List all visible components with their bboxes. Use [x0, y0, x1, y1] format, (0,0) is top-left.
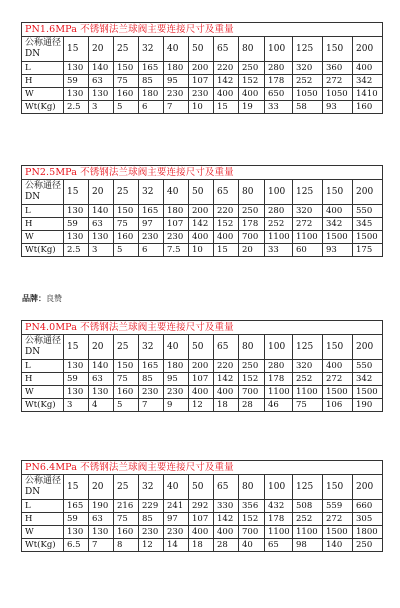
value-cell: 165 — [64, 500, 89, 513]
value-cell: 1500 — [323, 386, 353, 399]
value-cell: 20 — [239, 244, 265, 257]
table-row — [22, 500, 383, 513]
value-cell: 4 — [89, 399, 114, 412]
value-cell: 93 — [323, 244, 353, 257]
size-cell: 50 — [189, 335, 214, 360]
table-title-row — [22, 166, 383, 180]
row-label: Wt(Kg) — [22, 101, 64, 114]
row-label: W — [22, 386, 64, 399]
size-cell: 80 — [239, 180, 265, 205]
value-cell: 1800 — [353, 526, 383, 539]
value-cell: 230 — [164, 88, 189, 101]
value-cell: 292 — [189, 500, 214, 513]
value-cell: 250 — [353, 539, 383, 552]
value-cell: 59 — [64, 373, 89, 386]
value-cell: 85 — [139, 75, 164, 88]
value-cell: 46 — [265, 399, 293, 412]
value-cell: 160 — [114, 526, 139, 539]
value-cell: 400 — [189, 526, 214, 539]
size-cell: 50 — [189, 180, 214, 205]
value-cell: 272 — [323, 75, 353, 88]
value-cell: 1100 — [293, 231, 323, 244]
value-cell: 650 — [265, 88, 293, 101]
value-cell: 400 — [214, 526, 239, 539]
value-cell: 190 — [353, 399, 383, 412]
table-row — [22, 101, 383, 114]
row-label: Wt(Kg) — [22, 539, 64, 552]
value-cell: 15 — [214, 244, 239, 257]
value-cell: 97 — [164, 513, 189, 526]
value-cell: 178 — [265, 513, 293, 526]
value-cell: 272 — [323, 513, 353, 526]
size-cell: 100 — [265, 335, 293, 360]
value-cell: 178 — [265, 373, 293, 386]
spec-table-pn16-wrapper — [21, 22, 383, 114]
value-cell: 432 — [265, 500, 293, 513]
size-cell: 125 — [293, 475, 323, 500]
value-cell: 660 — [353, 500, 383, 513]
size-cell: 15 — [64, 37, 89, 62]
value-cell: 272 — [323, 373, 353, 386]
value-cell: 3 — [89, 244, 114, 257]
value-cell: 5 — [114, 399, 139, 412]
value-cell: 1100 — [265, 386, 293, 399]
value-cell: 1100 — [293, 526, 323, 539]
value-cell: 250 — [239, 62, 265, 75]
row-label: W — [22, 231, 64, 244]
row-label: H — [22, 373, 64, 386]
value-cell: 1050 — [293, 88, 323, 101]
value-cell: 1100 — [265, 526, 293, 539]
value-cell: 250 — [239, 360, 265, 373]
value-cell: 165 — [139, 205, 164, 218]
value-cell: 7 — [139, 399, 164, 412]
size-cell: 200 — [353, 37, 383, 62]
table-title: PN6.4MPa 不锈钢法兰球阀主要连接尺寸及重量 — [22, 461, 383, 475]
value-cell: 2.5 — [64, 101, 89, 114]
table-row — [22, 539, 383, 552]
value-cell: 1100 — [293, 386, 323, 399]
value-cell: 142 — [214, 75, 239, 88]
size-cell: 25 — [114, 335, 139, 360]
value-cell: 252 — [265, 218, 293, 231]
value-cell: 252 — [293, 513, 323, 526]
table-title-row — [22, 321, 383, 335]
value-cell: 75 — [114, 75, 139, 88]
value-cell: 7 — [89, 539, 114, 552]
value-cell: 400 — [353, 62, 383, 75]
value-cell: 230 — [164, 231, 189, 244]
value-cell: 140 — [89, 62, 114, 75]
value-cell: 700 — [239, 526, 265, 539]
spec-table-pn40-wrapper — [21, 320, 383, 412]
value-cell: 550 — [353, 205, 383, 218]
value-cell: 220 — [214, 360, 239, 373]
value-cell: 3 — [64, 399, 89, 412]
size-cell: 50 — [189, 475, 214, 500]
value-cell: 320 — [293, 205, 323, 218]
value-cell: 230 — [164, 526, 189, 539]
size-cell: 32 — [139, 37, 164, 62]
value-cell: 400 — [323, 360, 353, 373]
size-header-row — [22, 37, 383, 62]
row-label: W — [22, 88, 64, 101]
value-cell: 85 — [139, 373, 164, 386]
size-header-row — [22, 335, 383, 360]
value-cell: 75 — [114, 218, 139, 231]
value-cell: 140 — [89, 205, 114, 218]
value-cell: 1100 — [265, 231, 293, 244]
value-cell: 550 — [353, 360, 383, 373]
value-cell: 97 — [139, 218, 164, 231]
size-cell: 200 — [353, 180, 383, 205]
table-row — [22, 218, 383, 231]
nominal-diameter-label: 公称通径 DN — [22, 180, 64, 205]
value-cell: 6 — [139, 244, 164, 257]
size-cell: 65 — [214, 335, 239, 360]
size-cell: 125 — [293, 180, 323, 205]
value-cell: 142 — [214, 373, 239, 386]
value-cell: 12 — [139, 539, 164, 552]
value-cell: 3 — [89, 101, 114, 114]
value-cell: 130 — [64, 88, 89, 101]
value-cell: 85 — [139, 513, 164, 526]
value-cell: 58 — [293, 101, 323, 114]
spec-table-pn40 — [21, 320, 383, 412]
value-cell: 250 — [239, 205, 265, 218]
row-label: L — [22, 205, 64, 218]
value-cell: 15 — [214, 101, 239, 114]
value-cell: 150 — [114, 62, 139, 75]
value-cell: 180 — [164, 360, 189, 373]
value-cell: 7.5 — [164, 244, 189, 257]
table-title-row — [22, 23, 383, 37]
table-title-row — [22, 461, 383, 475]
table-row — [22, 205, 383, 218]
size-cell: 150 — [323, 335, 353, 360]
size-cell: 32 — [139, 335, 164, 360]
value-cell: 8 — [114, 539, 139, 552]
value-cell: 160 — [114, 231, 139, 244]
value-cell: 342 — [323, 218, 353, 231]
table-row — [22, 62, 383, 75]
value-cell: 107 — [189, 373, 214, 386]
value-cell: 180 — [164, 205, 189, 218]
value-cell: 252 — [293, 75, 323, 88]
spec-table-pn25 — [21, 165, 383, 257]
table-title: PN2.5MPa 不锈钢法兰球阀主要连接尺寸及重量 — [22, 166, 383, 180]
value-cell: 130 — [64, 360, 89, 373]
value-cell: 93 — [323, 101, 353, 114]
size-cell: 20 — [89, 37, 114, 62]
value-cell: 1500 — [323, 526, 353, 539]
size-cell: 20 — [89, 475, 114, 500]
row-label: L — [22, 62, 64, 75]
size-header-row — [22, 475, 383, 500]
size-cell: 125 — [293, 37, 323, 62]
value-cell: 165 — [139, 360, 164, 373]
value-cell: 95 — [164, 373, 189, 386]
value-cell: 107 — [164, 218, 189, 231]
value-cell: 106 — [323, 399, 353, 412]
value-cell: 60 — [293, 244, 323, 257]
table-row — [22, 231, 383, 244]
value-cell: 107 — [189, 75, 214, 88]
value-cell: 280 — [265, 62, 293, 75]
size-header-row — [22, 180, 383, 205]
spec-table-pn64 — [21, 460, 383, 552]
value-cell: 19 — [239, 101, 265, 114]
value-cell: 360 — [323, 62, 353, 75]
value-cell: 180 — [164, 62, 189, 75]
size-cell: 40 — [164, 180, 189, 205]
value-cell: 130 — [64, 386, 89, 399]
value-cell: 216 — [114, 500, 139, 513]
size-cell: 100 — [265, 475, 293, 500]
size-cell: 200 — [353, 335, 383, 360]
value-cell: 1050 — [323, 88, 353, 101]
value-cell: 220 — [214, 62, 239, 75]
value-cell: 280 — [265, 205, 293, 218]
value-cell: 230 — [164, 386, 189, 399]
value-cell: 40 — [239, 539, 265, 552]
brand-line — [22, 293, 62, 304]
row-label: H — [22, 218, 64, 231]
size-cell: 20 — [89, 180, 114, 205]
value-cell: 342 — [353, 373, 383, 386]
size-cell: 150 — [323, 37, 353, 62]
value-cell: 230 — [189, 88, 214, 101]
value-cell: 14 — [164, 539, 189, 552]
value-cell: 98 — [293, 539, 323, 552]
size-cell: 32 — [139, 475, 164, 500]
value-cell: 142 — [189, 218, 214, 231]
value-cell: 2.5 — [64, 244, 89, 257]
value-cell: 63 — [89, 218, 114, 231]
value-cell: 152 — [239, 75, 265, 88]
value-cell: 190 — [89, 500, 114, 513]
size-cell: 80 — [239, 335, 265, 360]
value-cell: 200 — [189, 360, 214, 373]
row-label: H — [22, 75, 64, 88]
value-cell: 400 — [214, 386, 239, 399]
row-label: Wt(Kg) — [22, 399, 64, 412]
table-row — [22, 513, 383, 526]
value-cell: 63 — [89, 373, 114, 386]
size-cell: 65 — [214, 180, 239, 205]
value-cell: 160 — [114, 386, 139, 399]
size-cell: 25 — [114, 37, 139, 62]
table-row — [22, 526, 383, 539]
brand-label: 品牌： — [22, 294, 46, 303]
value-cell: 400 — [189, 386, 214, 399]
table-row — [22, 244, 383, 257]
value-cell: 63 — [89, 513, 114, 526]
value-cell: 700 — [239, 386, 265, 399]
value-cell: 1500 — [353, 231, 383, 244]
value-cell: 400 — [323, 205, 353, 218]
value-cell: 1500 — [323, 231, 353, 244]
value-cell: 152 — [214, 218, 239, 231]
value-cell: 130 — [64, 62, 89, 75]
size-cell: 40 — [164, 37, 189, 62]
spec-table-pn25-wrapper — [21, 165, 383, 257]
value-cell: 130 — [89, 231, 114, 244]
value-cell: 59 — [64, 513, 89, 526]
table-row — [22, 360, 383, 373]
value-cell: 130 — [89, 386, 114, 399]
row-label: H — [22, 513, 64, 526]
value-cell: 200 — [189, 62, 214, 75]
value-cell: 63 — [89, 75, 114, 88]
table-title: PN1.6MPa 不锈钢法兰球阀主要连接尺寸及重量 — [22, 23, 383, 37]
value-cell: 18 — [214, 399, 239, 412]
value-cell: 305 — [353, 513, 383, 526]
value-cell: 508 — [293, 500, 323, 513]
value-cell: 280 — [265, 360, 293, 373]
value-cell: 33 — [265, 244, 293, 257]
table-row — [22, 88, 383, 101]
value-cell: 130 — [64, 526, 89, 539]
size-cell: 80 — [239, 475, 265, 500]
size-cell: 200 — [353, 475, 383, 500]
table-row — [22, 373, 383, 386]
value-cell: 345 — [353, 218, 383, 231]
nominal-diameter-label: 公称通径 DN — [22, 335, 64, 360]
size-cell: 15 — [64, 335, 89, 360]
value-cell: 700 — [239, 231, 265, 244]
value-cell: 220 — [214, 205, 239, 218]
size-cell: 25 — [114, 180, 139, 205]
value-cell: 400 — [239, 88, 265, 101]
size-cell: 125 — [293, 335, 323, 360]
size-cell: 25 — [114, 475, 139, 500]
value-cell: 230 — [139, 526, 164, 539]
value-cell: 130 — [64, 205, 89, 218]
value-cell: 142 — [214, 513, 239, 526]
value-cell: 140 — [89, 360, 114, 373]
value-cell: 330 — [214, 500, 239, 513]
size-cell: 65 — [214, 37, 239, 62]
row-label: W — [22, 526, 64, 539]
value-cell: 130 — [64, 231, 89, 244]
value-cell: 400 — [214, 88, 239, 101]
value-cell: 95 — [164, 75, 189, 88]
value-cell: 5 — [114, 101, 139, 114]
value-cell: 10 — [189, 101, 214, 114]
value-cell: 356 — [239, 500, 265, 513]
value-cell: 1500 — [353, 386, 383, 399]
value-cell: 400 — [214, 231, 239, 244]
value-cell: 230 — [139, 231, 164, 244]
spec-table-pn16 — [21, 22, 383, 114]
value-cell: 107 — [189, 513, 214, 526]
value-cell: 229 — [139, 500, 164, 513]
size-cell: 80 — [239, 37, 265, 62]
size-cell: 40 — [164, 335, 189, 360]
brand-value: 良赞 — [46, 294, 62, 303]
value-cell: 165 — [139, 62, 164, 75]
value-cell: 9 — [164, 399, 189, 412]
table-row — [22, 399, 383, 412]
value-cell: 28 — [214, 539, 239, 552]
value-cell: 320 — [293, 360, 323, 373]
value-cell: 75 — [293, 399, 323, 412]
value-cell: 230 — [139, 386, 164, 399]
value-cell: 152 — [239, 373, 265, 386]
size-cell: 100 — [265, 37, 293, 62]
value-cell: 7 — [164, 101, 189, 114]
value-cell: 130 — [89, 88, 114, 101]
nominal-diameter-label: 公称通径 DN — [22, 37, 64, 62]
value-cell: 59 — [64, 75, 89, 88]
value-cell: 252 — [293, 373, 323, 386]
value-cell: 10 — [189, 244, 214, 257]
value-cell: 130 — [89, 526, 114, 539]
value-cell: 6 — [139, 101, 164, 114]
size-cell: 20 — [89, 335, 114, 360]
size-cell: 15 — [64, 180, 89, 205]
size-cell: 65 — [214, 475, 239, 500]
value-cell: 59 — [64, 218, 89, 231]
value-cell: 400 — [189, 231, 214, 244]
value-cell: 559 — [323, 500, 353, 513]
value-cell: 150 — [114, 360, 139, 373]
row-label: Wt(Kg) — [22, 244, 64, 257]
value-cell: 140 — [323, 539, 353, 552]
value-cell: 272 — [293, 218, 323, 231]
spec-table-pn64-wrapper — [21, 460, 383, 552]
size-cell: 32 — [139, 180, 164, 205]
row-label: L — [22, 500, 64, 513]
size-cell: 100 — [265, 180, 293, 205]
value-cell: 200 — [189, 205, 214, 218]
value-cell: 65 — [265, 539, 293, 552]
value-cell: 18 — [189, 539, 214, 552]
value-cell: 12 — [189, 399, 214, 412]
size-cell: 15 — [64, 475, 89, 500]
value-cell: 160 — [114, 88, 139, 101]
size-cell: 50 — [189, 37, 214, 62]
value-cell: 320 — [293, 62, 323, 75]
value-cell: 241 — [164, 500, 189, 513]
table-row — [22, 75, 383, 88]
value-cell: 5 — [114, 244, 139, 257]
size-cell: 150 — [323, 475, 353, 500]
value-cell: 152 — [239, 513, 265, 526]
value-cell: 178 — [265, 75, 293, 88]
size-cell: 40 — [164, 475, 189, 500]
value-cell: 150 — [114, 205, 139, 218]
value-cell: 342 — [353, 75, 383, 88]
value-cell: 178 — [239, 218, 265, 231]
value-cell: 28 — [239, 399, 265, 412]
value-cell: 180 — [139, 88, 164, 101]
value-cell: 33 — [265, 101, 293, 114]
table-row — [22, 386, 383, 399]
value-cell: 75 — [114, 373, 139, 386]
value-cell: 75 — [114, 513, 139, 526]
nominal-diameter-label: 公称通径 DN — [22, 475, 64, 500]
row-label: L — [22, 360, 64, 373]
table-title: PN4.0MPa 不锈钢法兰球阀主要连接尺寸及重量 — [22, 321, 383, 335]
value-cell: 6.5 — [64, 539, 89, 552]
value-cell: 175 — [353, 244, 383, 257]
size-cell: 150 — [323, 180, 353, 205]
value-cell: 160 — [353, 101, 383, 114]
value-cell: 1410 — [353, 88, 383, 101]
